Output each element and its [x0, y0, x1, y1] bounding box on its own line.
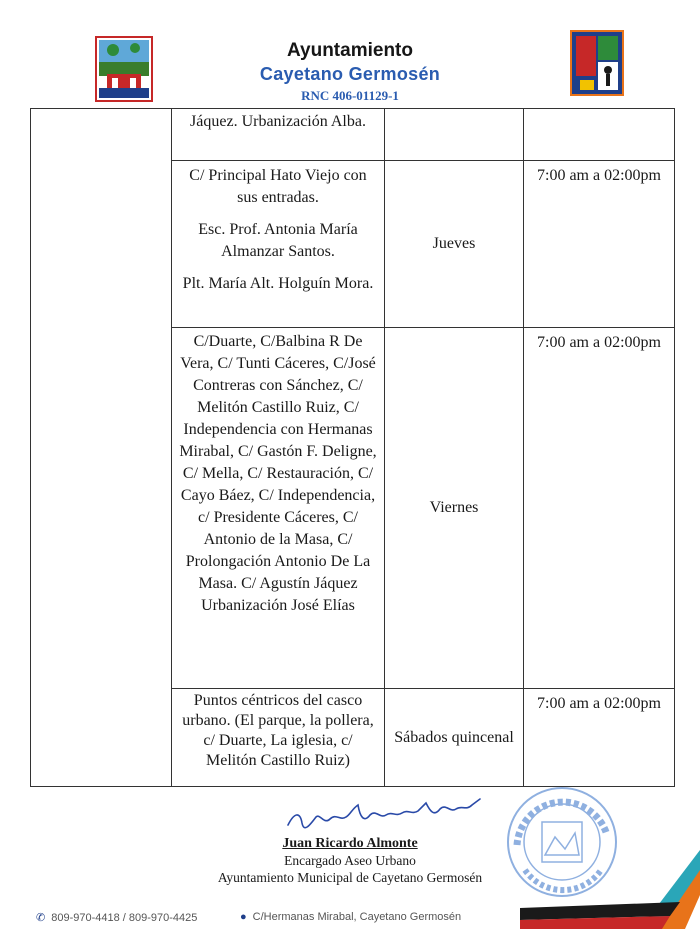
schedule-table — [30, 108, 675, 787]
day-cell: Viernes — [385, 328, 524, 689]
street-text: Plt. María Alt. Holguín Mora. — [182, 275, 374, 292]
header-municipality: Cayetano Germosén — [259, 64, 441, 84]
street-text: Puntos céntricos del casco urbano. (El parque, la pollera, c/ Duarte, La iglesia, c/ Melitón Castillo Ruiz) — [182, 692, 374, 769]
time-cell: 7:00 am a 02:00pm — [524, 328, 675, 689]
streets-cell — [172, 109, 385, 161]
day-cell — [385, 109, 524, 161]
streets-cell — [172, 328, 385, 689]
handwritten-signature — [280, 795, 490, 837]
streets-cell — [172, 161, 385, 328]
page-footer — [0, 905, 700, 929]
day-cell: Jueves — [385, 161, 524, 328]
header-rnc: RNC 406-01129-1 — [301, 88, 399, 103]
table-row — [31, 109, 675, 161]
location-pin-icon: ● — [240, 911, 247, 923]
street-text: Esc. Prof. Antonia María Almanzar Santos. — [198, 221, 358, 260]
header-title: Ayuntamiento — [287, 40, 413, 61]
signatory-role: Encargado Aseo Urbano — [284, 853, 416, 868]
signatory-organization: Ayuntamiento Municipal de Cayetano Germosén — [217, 870, 483, 885]
streets-cell — [172, 689, 385, 787]
signatory-name: Juan Ricardo Almonte — [282, 836, 418, 851]
time-cell: 7:00 am a 02:00pm — [524, 689, 675, 787]
phone-icon: ✆ — [36, 912, 46, 924]
street-text: Jáquez. Urbanización Alba. — [190, 113, 366, 130]
day-cell: Sábados quincenal — [385, 689, 524, 787]
footer-address: ● C/Hermanas Mirabal, Cayetano Germosén — [240, 911, 462, 923]
time-cell: 7:00 am a 02:00pm — [524, 161, 675, 328]
letterhead — [0, 0, 700, 108]
sector-cell — [31, 109, 172, 787]
footer-phone: ✆ 809-970-4418 / 809-970-4425 — [36, 912, 198, 924]
time-cell — [524, 109, 675, 161]
street-text: C/ Principal Hato Viejo con sus entradas. — [189, 167, 367, 206]
street-text: C/Duarte, C/Balbina R De Vera, C/ Tunti Cáceres, C/José Contreras con Sánchez, C/ Melitón Castillo Ruiz, C/ Independencia con Hermanas Mirabal, C/ Gastón F. Deligne, C/ Mella, C/ Restauración, C/ Cayo Báez, C/ Independencia, c/ Presidente Cáceres, C/ Antonio de la Masa, C/ Prolongación Antonio De La Masa. C/ Agustín Jáquez Urbanización José Elías — [179, 333, 377, 614]
